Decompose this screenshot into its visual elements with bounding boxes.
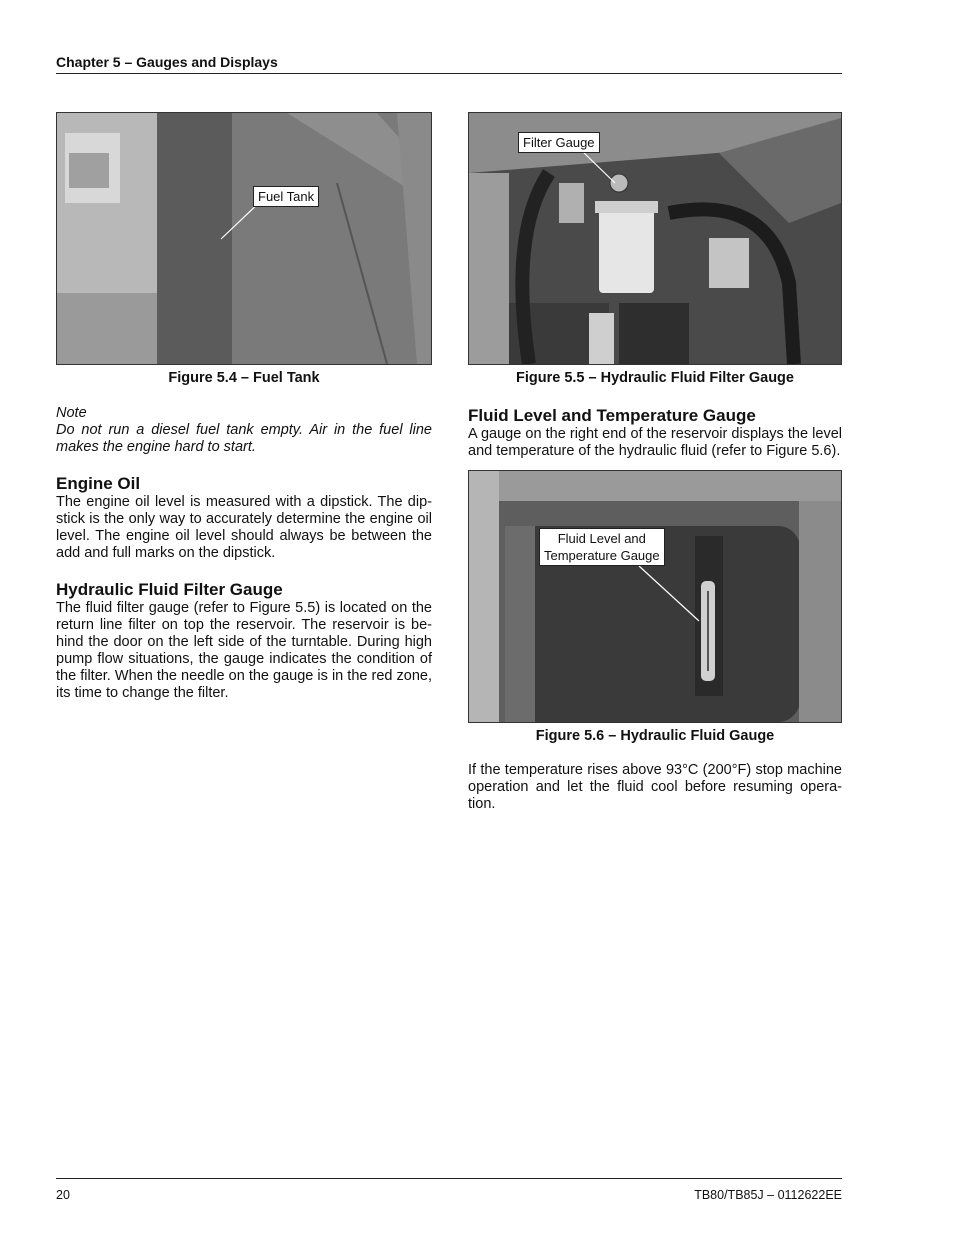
fuel-tank-image	[57, 113, 431, 364]
right-column	[468, 112, 842, 813]
fluid-gauge-photo	[468, 470, 842, 723]
fluid-gauge-callout-line1: Fluid Level and	[557, 531, 646, 546]
filter-gauge-heading: Hydraulic Fluid Filter Gauge	[56, 580, 283, 599]
filter-gauge-text: The fluid filter gauge (refer to Figure 5.5) is located on the return line filter on top the reservoir. The reservoir is be-hind the door on the left side of the turntable. During high pump flow situations, the gauge indicates the condition of the filter. When the needle on the gauge is in the red zone, its time to change the filter.	[56, 600, 432, 701]
engine-oil-text: The engine oil level is measured with a dipstick. The dip-stick is the only way to accurately determine the engine oil level. The engine oil level should always be between the add and full marks on the dipstick.	[56, 494, 432, 561]
fuel-tank-photo	[56, 112, 432, 365]
left-column	[56, 112, 432, 702]
fluid-gauge-callout-line2: Temperature Gauge	[544, 548, 660, 563]
engine-oil-heading: Engine Oil	[56, 474, 141, 493]
figure-5-5-caption: Figure 5.5 – Hydraulic Fluid Filter Gauge	[516, 370, 794, 386]
fuel-tank-callout: Fuel Tank	[253, 186, 319, 207]
fluid-level-text: A gauge on the right end of the reservoir displays the level and temperature of the hydraulic fluid (refer to Figure 5.6).	[468, 426, 842, 459]
footer-divider	[56, 1178, 842, 1179]
fluid-level-heading: Fluid Level and Temperature Gauge	[468, 406, 756, 425]
page-number: 20	[56, 1188, 70, 1202]
document-id: TB80/TB85J – 0112622EE	[694, 1188, 842, 1202]
note-label: Note	[56, 405, 87, 421]
figure-5-6-caption: Figure 5.6 – Hydraulic Fluid Gauge	[535, 728, 775, 744]
filter-gauge-callout: Filter Gauge	[518, 132, 600, 153]
fluid-gauge-image	[469, 471, 841, 722]
figure-5-4-caption: Figure 5.4 – Fuel Tank	[168, 370, 320, 386]
filter-gauge-photo	[468, 112, 842, 365]
note-text: Do not run a diesel fuel tank empty. Air in the fuel line makes the engine hard to start.	[56, 422, 432, 455]
chapter-header: Chapter 5 – Gauges and Displays	[56, 54, 842, 74]
fluid-gauge-callout	[539, 528, 665, 566]
temperature-warning-text: If the temperature rises above 93°C (200°F) stop machine operation and let the fluid cool before resuming opera-tion.	[468, 762, 842, 812]
